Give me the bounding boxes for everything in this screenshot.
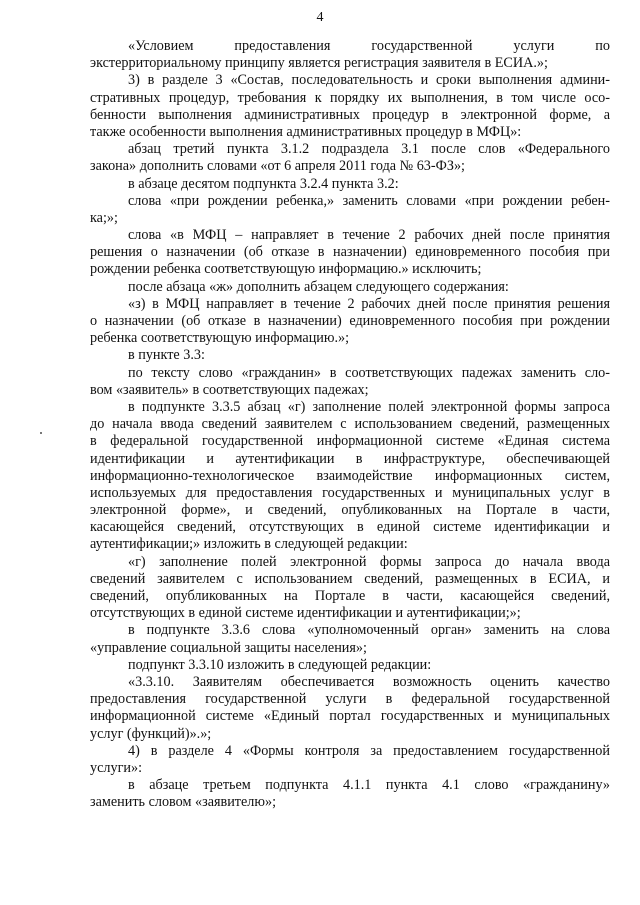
text-line: информационной системе «Единый портал государственных и муниципальных (90, 708, 610, 725)
text-line: предоставления государственной услуги в федеральной государственной (90, 691, 610, 708)
text-line: рождении ребенка соответствующую информацию.» исключить; (90, 261, 482, 278)
text-line: используемых для предоставления государственных и муниципальных услуг в (90, 484, 610, 501)
text-line: также особенности выполнения административных процедур в МФЦ»: (90, 123, 522, 140)
text-line: аутентификации;» изложить в следующей редакции: (90, 536, 408, 553)
text-line: решения о назначении (об отказе в назначении) единовременного пособия при (90, 244, 610, 261)
text-line: закона» дополнить словами «от 6 апреля 2011 года № 63-ФЗ»; (90, 158, 465, 175)
text-line: «г) заполнение полей электронной формы запроса до начала ввода (128, 553, 610, 570)
text-line: электронной форме», и сведений, опубликованных на Портале в части, (90, 502, 610, 519)
text-line: отсутствующих в единой системе идентификации и аутентификации;»; (90, 605, 521, 622)
text-line: «Условием предоставления государственной услуги по (128, 38, 610, 54)
page-number: 4 (316, 10, 324, 25)
text-line: ка;»; (90, 209, 118, 226)
scan-mark (40, 432, 42, 434)
text-line: в абзаце третьем подпункта 4.1.1 пункта 4.1 слово «гражданину» (128, 777, 610, 794)
text-line: идентификации и аутентификации в инфраструктуре, обеспечивающей (90, 450, 610, 467)
text-line: 3) в разделе 3 «Состав, последовательность и сроки выполнения админи- (128, 72, 610, 89)
text-line: бенности выполнения административных процедур в электронной форме, а (90, 106, 610, 123)
text-line: «з) в МФЦ направляет в течение 2 рабочих дней после принятия решения (128, 295, 610, 312)
text-line: подпункт 3.3.10 изложить в следующей редакции: (128, 656, 432, 673)
text-line: услуги»: (90, 759, 143, 776)
text-line: информационно-технологическое взаимодействие информационных систем, (90, 467, 610, 484)
text-line: сведений, опубликованных на Портале в части, касающейся сведений, (90, 588, 610, 604)
text-line: после абзаца «ж» дополнить абзацем следующего содержания: (128, 278, 509, 295)
text-line: 4) в разделе 4 «Формы контроля за предоставлением государственной (128, 742, 610, 759)
text-line: касающейся сведений, отсутствующих в единой системе идентификации и (90, 519, 610, 536)
text-line: экстерриториальному принципу является регистрация заявителя в ЕСИА.»; (90, 55, 548, 72)
text-line: в подпункте 3.3.5 абзац «г) заполнение полей электронной формы запроса (128, 398, 610, 415)
text-line: в пункте 3.3: (128, 347, 205, 364)
text-line: в абзаце десятом подпункта 3.2.4 пункта 3.2: (128, 175, 399, 192)
text-line: до начала ввода сведений заявителем с использованием сведений, размещенных (90, 416, 610, 433)
text-line: услуг (функций)».»; (90, 725, 212, 742)
text-line: заменить словом «заявителю»; (90, 794, 277, 811)
text-line: «управление социальной защиты населения»; (90, 639, 367, 656)
text-line: слова «при рождении ребенка,» заменить словами «при рождении ребен- (128, 192, 610, 209)
text-line: «3.3.10. Заявителям обеспечивается возможность оценить качество (128, 673, 610, 690)
text-line: по тексту слово «гражданин» в соответствующих падежах заменить сло- (128, 364, 610, 381)
text-line: в подпункте 3.3.6 слова «уполномоченный орган» заменить на слова (128, 622, 610, 639)
text-line: вом «заявитель» в соответствующих падежах; (90, 381, 369, 398)
text-line: ребенка соответствующую информацию.»; (90, 330, 350, 347)
text-line: слова «в МФЦ – направляет в течение 2 рабочих дней после принятия (128, 227, 610, 244)
text-line: стративных процедур, требования к порядку их выполнения, в том числе осо- (90, 89, 610, 106)
text-line: в федеральной государственной информационной системе «Единая система (90, 433, 610, 450)
text-line: о назначении (об отказе в назначении) единовременного пособия при рождении (90, 313, 610, 329)
text-line: абзац третий пункта 3.1.2 подраздела 3.1 после слов «Федерального (128, 141, 610, 158)
text-line: сведений заявителем с использованием сведений, размещенных в ЕСИА, и (90, 570, 610, 587)
document-body (90, 38, 610, 811)
